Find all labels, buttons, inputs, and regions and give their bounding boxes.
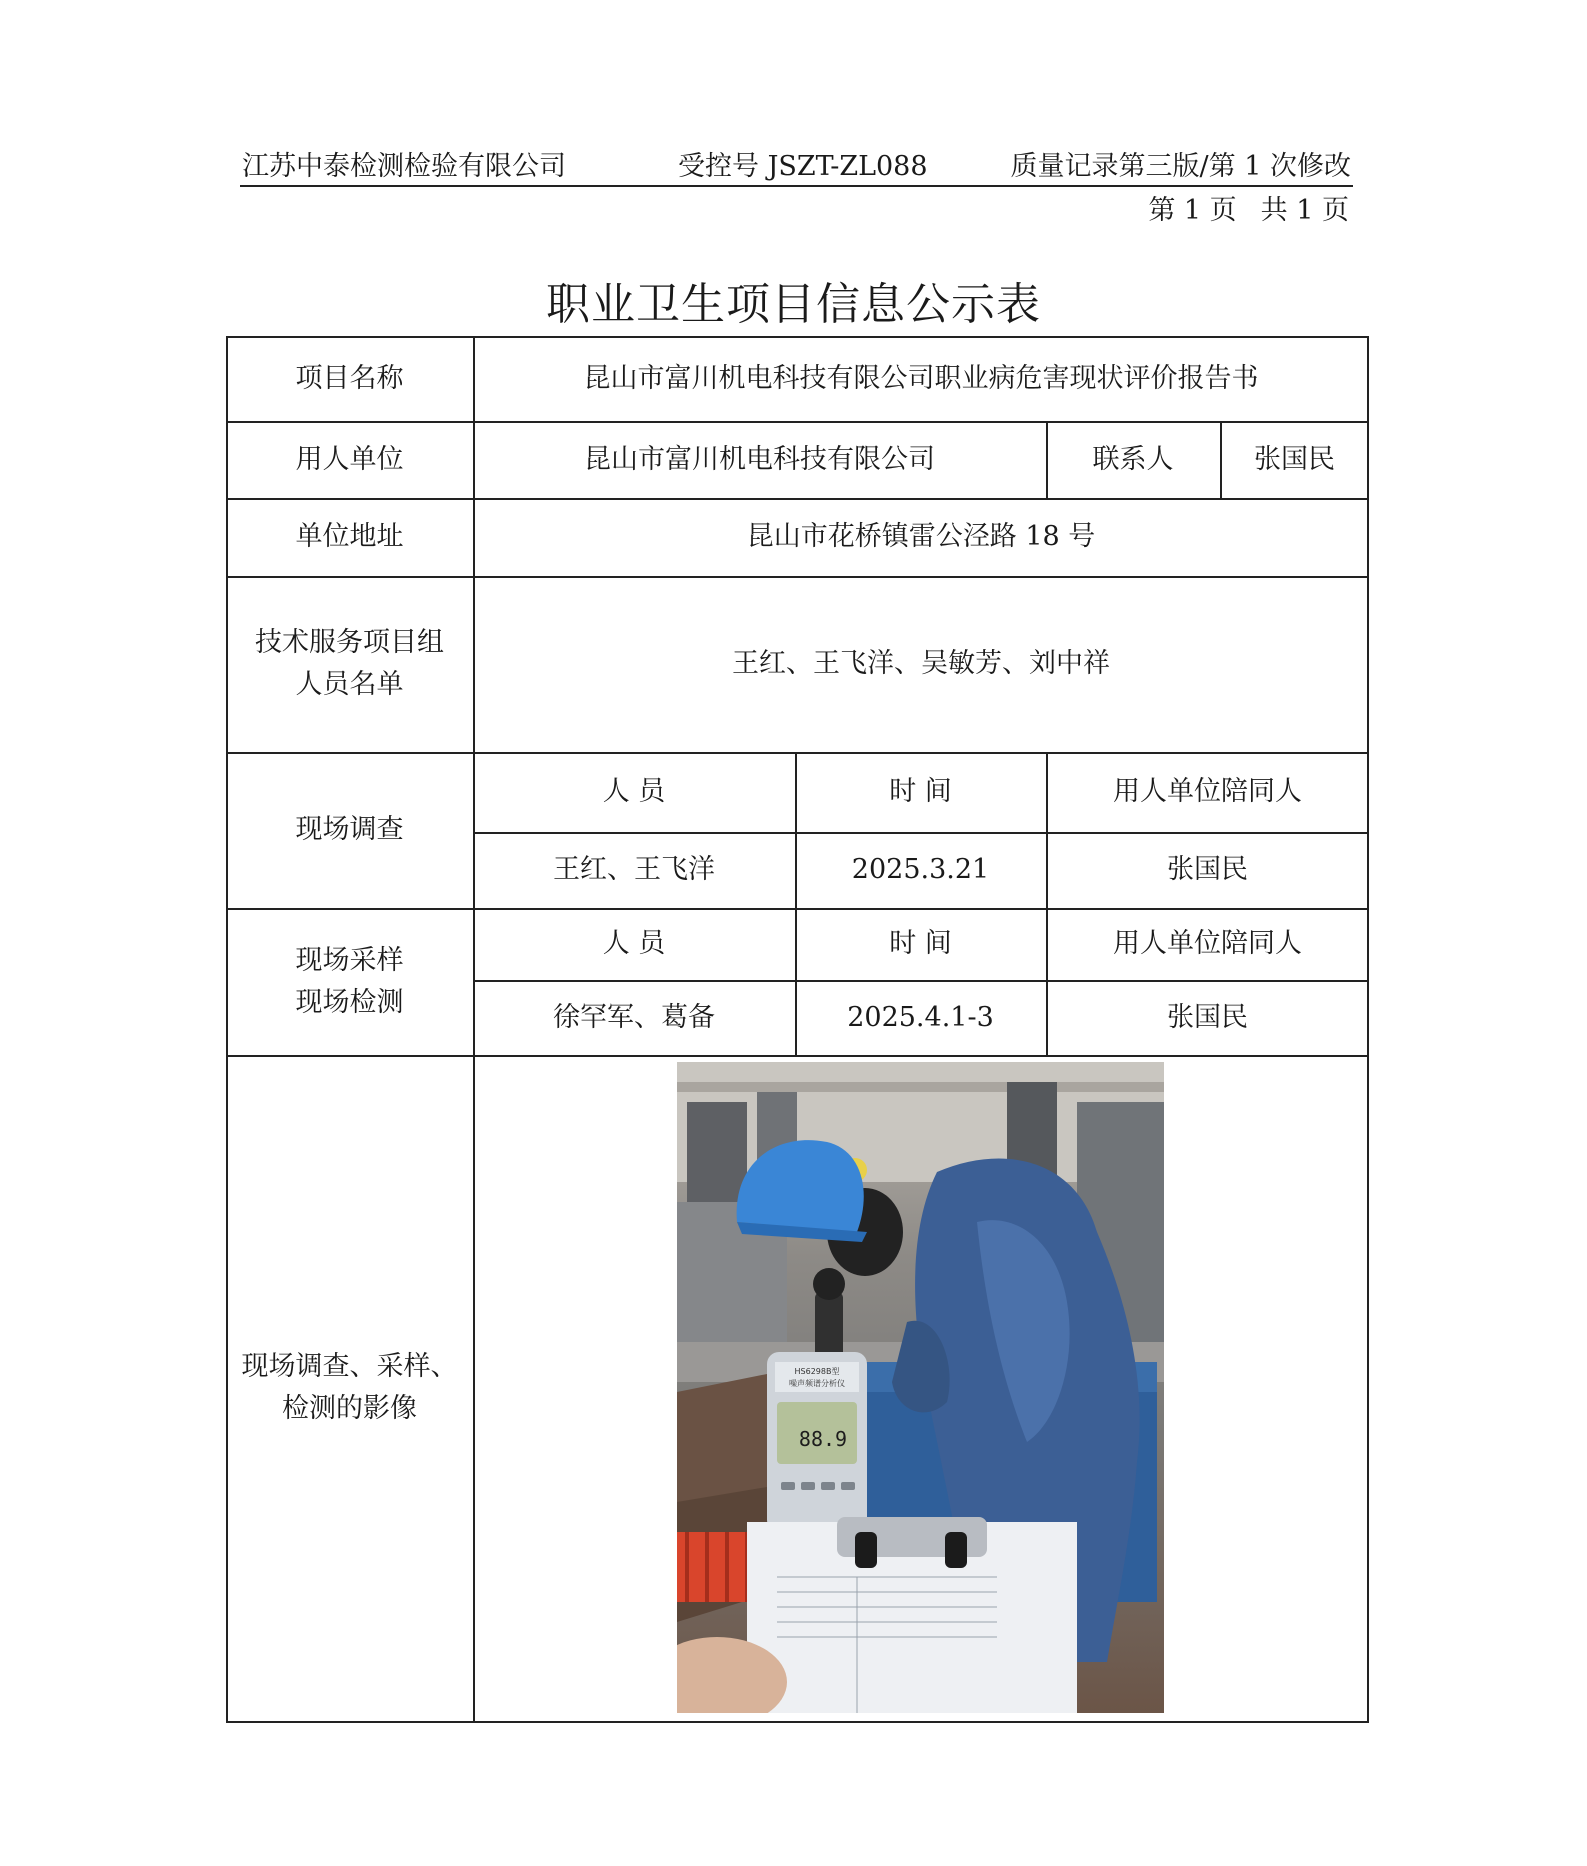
header-version: 质量记录第三版/第 1 次修改: [1010, 151, 1351, 182]
image-label: [226, 1055, 473, 1721]
sampling-label: [226, 908, 473, 1055]
team-label-line2: 人员名单: [295, 669, 404, 700]
address-label: 单位地址: [295, 521, 404, 553]
survey-time: 2025.3.21: [851, 854, 990, 886]
project-name-value: 昆山市富川机电科技有限公司职业病危害现状评价报告书: [583, 362, 1259, 394]
sampling-label-line1: 现场采样: [295, 944, 404, 976]
page-number: [1148, 188, 1349, 227]
header-company: 江苏中泰检测检验有限公司: [242, 151, 566, 182]
sampling-person: 徐罕军、葛备: [553, 1001, 715, 1033]
survey-col-time: 时 间: [889, 776, 952, 808]
meter-name: 噪声频谱分析仪: [789, 1379, 845, 1388]
header-control-number: 受控号 JSZT-ZL088: [678, 151, 928, 182]
sampling-col-time: 时 间: [889, 928, 952, 960]
image-label-line1: 现场调查、采样、: [241, 1351, 458, 1383]
page-title: 职业卫生项目信息公示表: [546, 279, 1041, 330]
site-photo: [677, 1062, 1164, 1713]
team-value: 王红、王飞洋、吴敏芳、刘中祥: [732, 648, 1110, 680]
survey-col-person: 人 员: [602, 776, 666, 808]
sampling-time: 2025.4.1-3: [847, 1001, 994, 1033]
sampling-escort: 张国民: [1167, 1001, 1248, 1033]
sampling-col-person: 人 员: [602, 928, 666, 960]
image-label-line2: 检测的影像: [282, 1393, 417, 1424]
contact-value: 张国民: [1254, 443, 1335, 475]
meter-reading: 88.9: [798, 1427, 848, 1451]
survey-escort: 张国民: [1167, 854, 1248, 886]
survey-col-escort: 用人单位陪同人: [1113, 776, 1302, 808]
sampling-col-escort: 用人单位陪同人: [1113, 928, 1302, 960]
survey-label: 现场调查: [295, 814, 404, 846]
page-total: 共 1 页: [1260, 195, 1349, 226]
page-current: 第 1 页: [1148, 195, 1237, 226]
header-divider: [240, 185, 1353, 187]
team-label-line1: 技术服务项目组: [255, 627, 444, 659]
employer-value: 昆山市富川机电科技有限公司: [584, 443, 935, 475]
contact-label: 联系人: [1092, 443, 1174, 475]
project-name-label: 项目名称: [295, 362, 404, 394]
sampling-label-line2: 现场检测: [295, 986, 404, 1018]
meter-model: HS6298B型: [794, 1367, 840, 1376]
address-value: 昆山市花桥镇雷公泾路 18 号: [746, 521, 1096, 553]
survey-person: 王红、王飞洋: [553, 854, 715, 886]
table-border-bottom: [226, 1721, 1369, 1723]
employer-label: 用人单位: [295, 443, 404, 475]
team-label: [226, 576, 473, 752]
